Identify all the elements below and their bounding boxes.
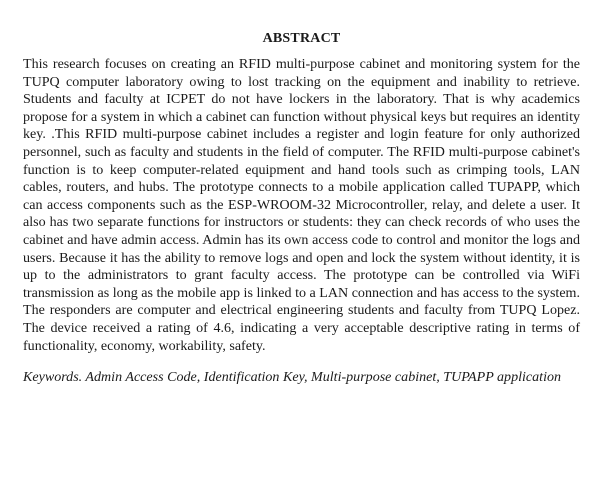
abstract-body: This research focuses on creating an RFID multi-purpose cabinet and monitoring system for the TUPQ computer laboratory owing to lost tracking on the equipment and inability to retrieve. Students and faculty at ICPET do not have lockers in the laboratory. That is why academics propose for a system in which a cabinet can function without physical keys but requires an identity key. .This RFID multi-purpose cabinet includes a register and login feature for only authorized personnel, such as faculty and students in the field of computer. The RFID multi-purpose cabinet's function is to keep computer-related equipment and hand tools such as crimping tools, LAN cables, routers, and hubs. The prototype connects to a mobile application called TUPAPP, which can access components such as the ESP-WROOM-32 Microcontroller, relay, and delete a user. It also has two separate functions for instructors or students: they can check records of who uses the cabinet and have admin access. Admin has its own access code to control and monitor the logs and users. Because it has the ability to remove logs and open and lock the system without identity, it is up to the administrators to grant faculty access. The prototype can be controlled via WiFi transmission as long as the mobile app is linked to a LAN connection and has access to the system. The responders are computer and electrical engineering students and faculty from TUPQ Lopez. The device received a rating of 4.6, indicating a very acceptable descriptive rating in terms of functionality, economy, workability, safety. [23, 56, 580, 354]
keywords-line: Keywords. Admin Access Code, Identification Key, Multi-purpose cabinet, TUPAPP application [23, 369, 562, 386]
abstract-heading: ABSTRACT [262, 31, 341, 46]
abstract-section [23, 30, 580, 387]
